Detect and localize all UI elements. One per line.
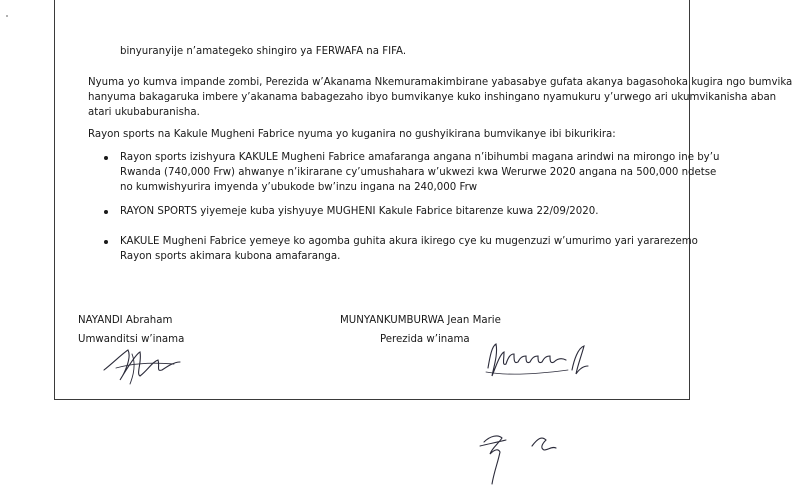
para1-line1: Nyuma yo kumva impande zombi, Perezida w’Akanama Nkemuramakimbirane yabasabye gufata akanya bagasohoka kugira ngo bumvika bbox=[88, 77, 792, 88]
bullet-dot bbox=[104, 240, 108, 244]
para1-line3: atari ukubaburanisha. bbox=[88, 107, 200, 118]
initials-mark bbox=[470, 424, 570, 488]
bullet-dot bbox=[104, 156, 108, 160]
bullet1-line3: no kumwishyurira imyenda y’ubukode bw’inzu ingana na 240,000 Frw bbox=[120, 182, 478, 193]
bullet1-line2: Rwanda (740,000 Frw) ahwanye n’ikirarane cy’umushahara w’ukwezi kwa Werurwe 2020 angana na 500,000 ndetse bbox=[120, 167, 717, 178]
right-signature bbox=[478, 336, 608, 386]
left-signatory-title: Umwanditsi w’inama bbox=[78, 334, 185, 345]
right-signatory-title: Perezida w’inama bbox=[380, 334, 470, 345]
bullet-dot bbox=[104, 210, 108, 214]
bullet2-line1: RAYON SPORTS yiyemeje kuba yishyuye MUGHENI Kakule Fabrice bitarenze kuwa 22/09/2020. bbox=[120, 206, 599, 217]
top-line: binyuranyije n’amategeko shingiro ya FERWAFA na FIFA. bbox=[120, 46, 407, 57]
para2: Rayon sports na Kakule Mugheni Fabrice nyuma yo kuganira no gushyikirana bumvikanye ibi bikurikira: bbox=[88, 129, 616, 140]
right-signatory-name: MUNYANKUMBURWA Jean Marie bbox=[340, 315, 501, 326]
left-signature bbox=[96, 340, 196, 390]
scan-speck bbox=[6, 15, 8, 17]
bullet3-line1: KAKULE Mugheni Fabrice yemeye ko agomba guhita akura ikirego cye ku mugenzuzi w’umurimo yari yararezemo bbox=[120, 236, 698, 247]
bullet1-line1: Rayon sports izishyura KAKULE Mugheni Fabrice amafaranga angana n’ibihumbi magana arindwi na mirongo ine by’u bbox=[120, 152, 720, 163]
bullet3-line2: Rayon sports akimara kubona amafaranga. bbox=[120, 251, 341, 262]
left-signatory-name: NAYANDI Abraham bbox=[78, 315, 173, 326]
para1-line2: hanyuma bakagaruka imbere y’akanama babagezaho ibyo bumvikanye kuko inshingano nyamukuru y’urwego ari ukumvikanisha aban bbox=[88, 92, 777, 103]
